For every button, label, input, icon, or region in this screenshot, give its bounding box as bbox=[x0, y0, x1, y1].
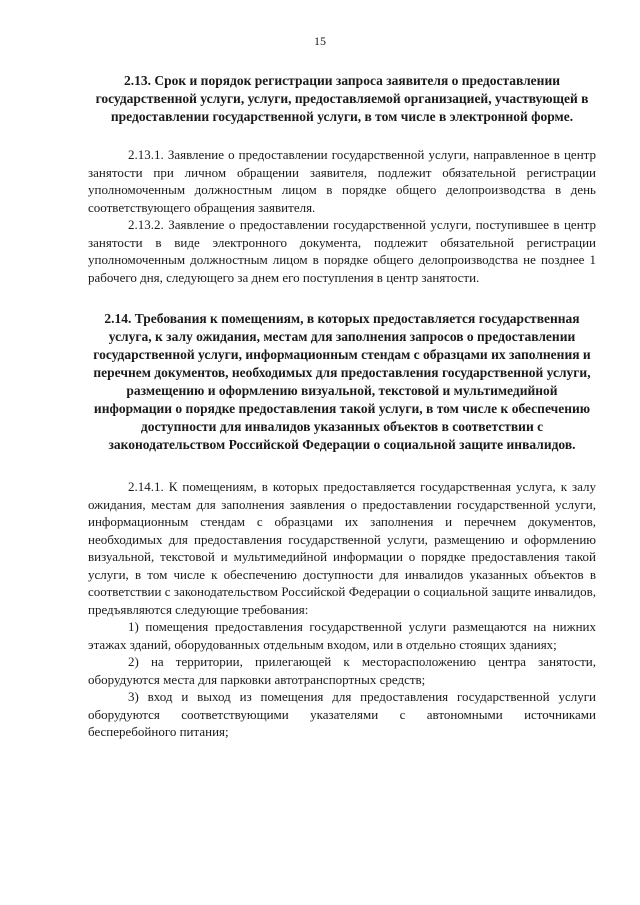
page-content bbox=[88, 72, 596, 741]
section-heading-2-14: 2.14. Требования к помещениям, в которых предоставляется государственная услуга, к залу ожидания, местам для заполнения запросов о предоставлении государственной услуги, информационным стендам с образцами их заполнения и перечнем документов, необходимых для предоставления государственной услуги, размещению и оформлению визуальной, текстовой и мультимедийной информации о порядке предоставления такой услуги, в том числе к обеспечению доступности для инвалидов указанных объектов в соответствии с законодательством Российской Федерации о социальной защите инвалидов. bbox=[93, 311, 591, 452]
list-item-2: 2) на территории, прилегающей к месторасположению центра занятости, оборудуются места для парковки автотранспортных средств; bbox=[88, 654, 596, 687]
section-heading-2-13: 2.13. Срок и порядок регистрации запроса заявителя о предоставлении государственной услуги, услуги, предоставляемой организацией, участвующей в предоставлении государственной услуги, в том числе в электронной форме. bbox=[95, 73, 589, 124]
page-number: 15 bbox=[314, 34, 326, 48]
paragraph-2-14-1: 2.14.1. К помещениям, в которых предоставляется государственная услуга, к залу ожидания, местам для заполнения заявления о предоставлении государственной услуги, информационным стендам с образцами их заполнения и перечнем документов, необходимых для предоставления государственной услуги, размещению и оформлению визуальной, текстовой и мультимедийной информации о порядке предоставления такой услуги, в том числе к обеспечению доступности для инвалидов указанных объектов в соответствии с законодательством Российской Федерации о социальной защите инвалидов, предъявляются следующие требования: bbox=[88, 479, 596, 617]
paragraph-2-13-2: 2.13.2. Заявление о предоставлении государственной услуги, поступившее в центр занятости в виде электронного документа, подлежит обязательной регистрации уполномоченным должностным лицом в порядке общего делопроизводства не позднее 1 рабочего дня, следующего за днем его поступления в центр занятости. bbox=[88, 217, 596, 285]
paragraph-2-13-1: 2.13.1. Заявление о предоставлении государственной услуги, направленное в центр занятости при личном обращении заявителя, подлежит обязательной регистрации уполномоченным должностным лицом в порядке общего делопроизводства в день соответствующего обращения заявителя. bbox=[88, 147, 596, 215]
list-item-3: 3) вход и выход из помещения для предоставления государственной услуги оборудуются соответствующими указателями с автономными источниками бесперебойного питания; bbox=[88, 689, 596, 739]
list-item-1: 1) помещения предоставления государственной услуги размещаются на нижних этажах зданий, оборудованных отдельным входом, или в отдельно стоящих зданиях; bbox=[88, 619, 596, 652]
